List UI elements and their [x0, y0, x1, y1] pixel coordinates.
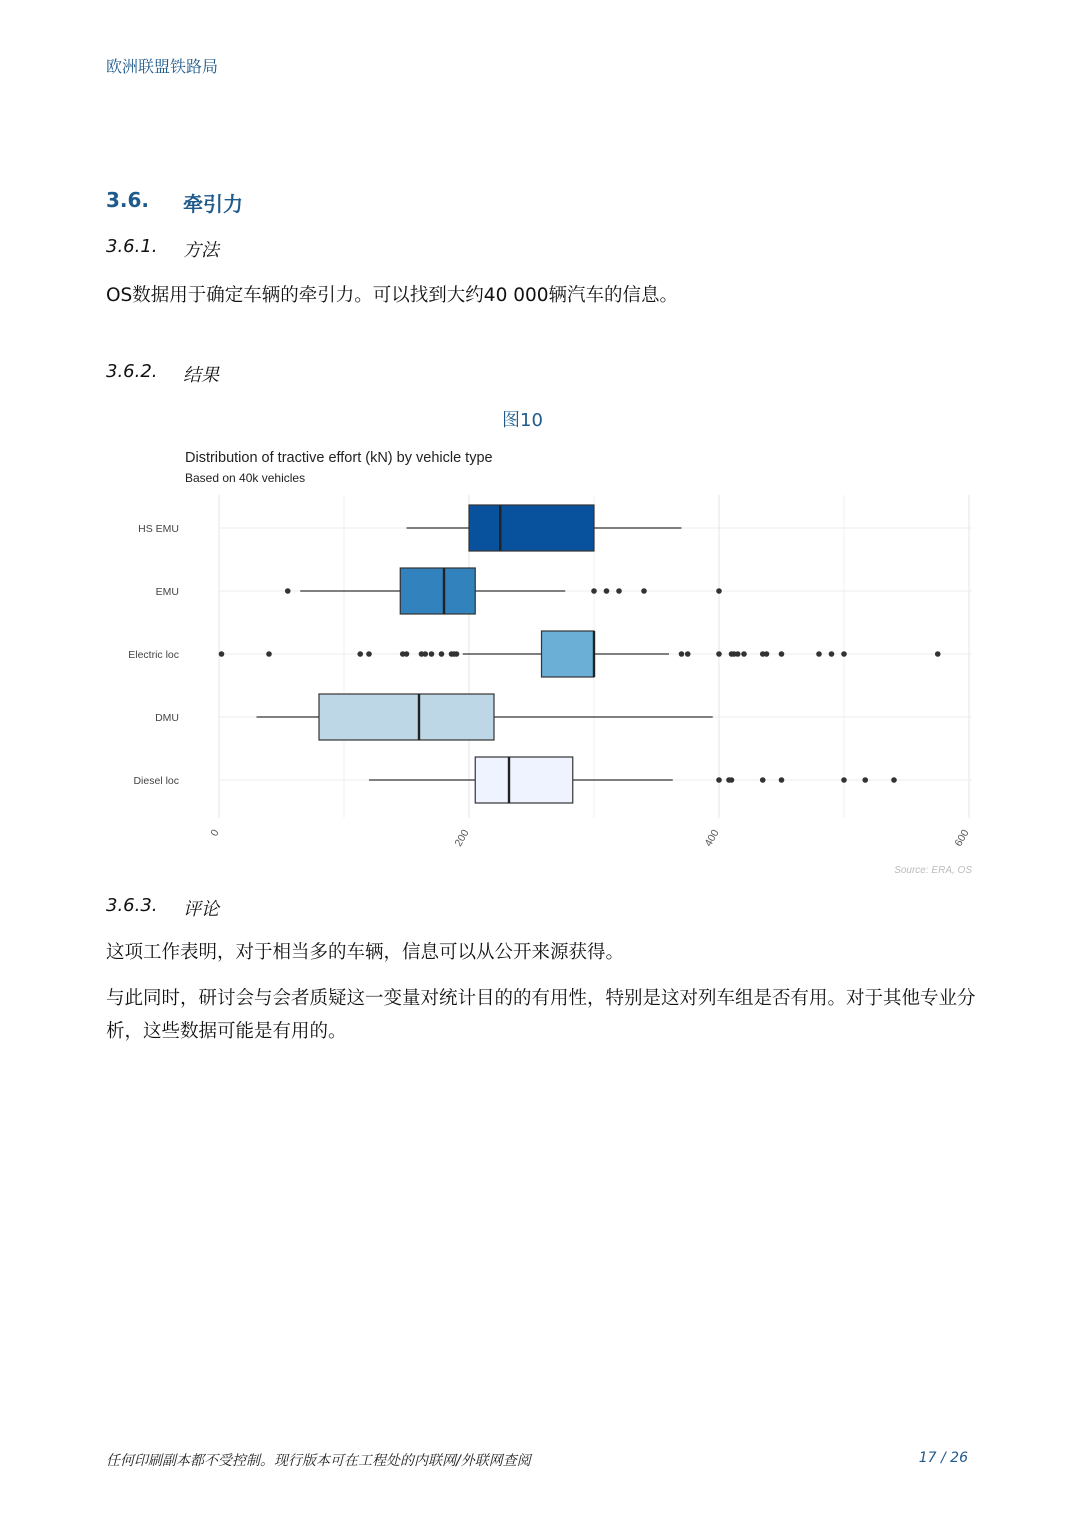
- outlier-point: [357, 651, 363, 657]
- outlier-point: [616, 588, 622, 594]
- outlier-point: [641, 588, 647, 594]
- comment-paragraph-1: 这项工作表明，对于相当多的车辆，信息可以从公开来源获得。: [106, 942, 625, 963]
- outlier-point: [935, 651, 941, 657]
- section-number: 3.6.: [106, 188, 150, 212]
- x-tick-label: 400: [702, 827, 722, 849]
- chart-outliers: [219, 588, 941, 783]
- chart-grid: [219, 495, 972, 818]
- outlier-point: [429, 651, 435, 657]
- outlier-point: [219, 651, 225, 657]
- outlier-point: [841, 777, 847, 783]
- page-number: 17 / 26: [918, 1450, 968, 1466]
- chart-title: Distribution of tractive effort (kN) by vehicle type: [185, 450, 493, 466]
- outlier-point: [266, 651, 272, 657]
- outlier-point: [439, 651, 445, 657]
- x-tick-label: 0: [208, 827, 222, 839]
- outlier-point: [779, 777, 785, 783]
- box-iqr: [319, 694, 494, 740]
- outlier-point: [404, 651, 410, 657]
- chart-subtitle: Based on 40k vehicles: [185, 471, 306, 485]
- x-tick-label: 200: [452, 827, 472, 849]
- box-iqr: [475, 757, 573, 803]
- outlier-point: [716, 588, 722, 594]
- category-label: DMU: [155, 712, 179, 724]
- footer-disclaimer: 任何印刷副本都不受控制。现行版本可在工程处的内联网/外联网查阅: [106, 1453, 531, 1469]
- outlier-point: [729, 777, 735, 783]
- outlier-point: [862, 777, 868, 783]
- subsection-title: 评论: [183, 899, 219, 920]
- category-label: EMU: [155, 586, 179, 598]
- figure-label: 图10: [502, 410, 543, 431]
- category-label: HS EMU: [138, 523, 179, 535]
- outlier-point: [841, 651, 847, 657]
- outlier-point: [760, 777, 766, 783]
- category-label: Diesel loc: [133, 775, 179, 787]
- outlier-point: [604, 588, 610, 594]
- x-tick-label: 600: [952, 827, 972, 849]
- section-title: 牵引力: [183, 192, 243, 216]
- chart-source: Source: ERA, OS: [894, 865, 972, 876]
- outlier-point: [422, 651, 428, 657]
- box-iqr: [542, 631, 595, 677]
- header-organization: 欧洲联盟铁路局: [106, 57, 219, 76]
- subsection-number: 3.6.1.: [106, 236, 158, 257]
- chart-category-labels: [128, 523, 179, 787]
- outlier-point: [741, 651, 747, 657]
- box-iqr: [469, 505, 594, 551]
- outlier-point: [829, 651, 835, 657]
- outlier-point: [685, 651, 691, 657]
- outlier-point: [816, 651, 822, 657]
- category-label: Electric loc: [128, 649, 179, 661]
- box-iqr: [400, 568, 475, 614]
- outlier-point: [891, 777, 897, 783]
- chart-tick-labels: [208, 827, 971, 848]
- subsection-title: 结果: [183, 365, 219, 386]
- outlier-point: [591, 588, 597, 594]
- outlier-point: [764, 651, 770, 657]
- subsection-number: 3.6.2.: [106, 361, 158, 382]
- subsection-title: 方法: [183, 240, 219, 261]
- outlier-point: [454, 651, 460, 657]
- outlier-point: [716, 777, 722, 783]
- comment-paragraph-2: 与此同时，研讨会与会者质疑这一变量对统计目的的有用性，特别是这对列车组是否有用。对于其他专业分析，这些数据可能是有用的。: [106, 988, 976, 1042]
- outlier-point: [366, 651, 372, 657]
- outlier-point: [679, 651, 685, 657]
- method-paragraph: OS数据用于确定车辆的牵引力。可以找到大约40 000辆汽车的信息。: [106, 285, 679, 306]
- outlier-point: [779, 651, 785, 657]
- outlier-point: [716, 651, 722, 657]
- subsection-number: 3.6.3.: [106, 895, 158, 916]
- outlier-point: [285, 588, 291, 594]
- outlier-point: [735, 651, 741, 657]
